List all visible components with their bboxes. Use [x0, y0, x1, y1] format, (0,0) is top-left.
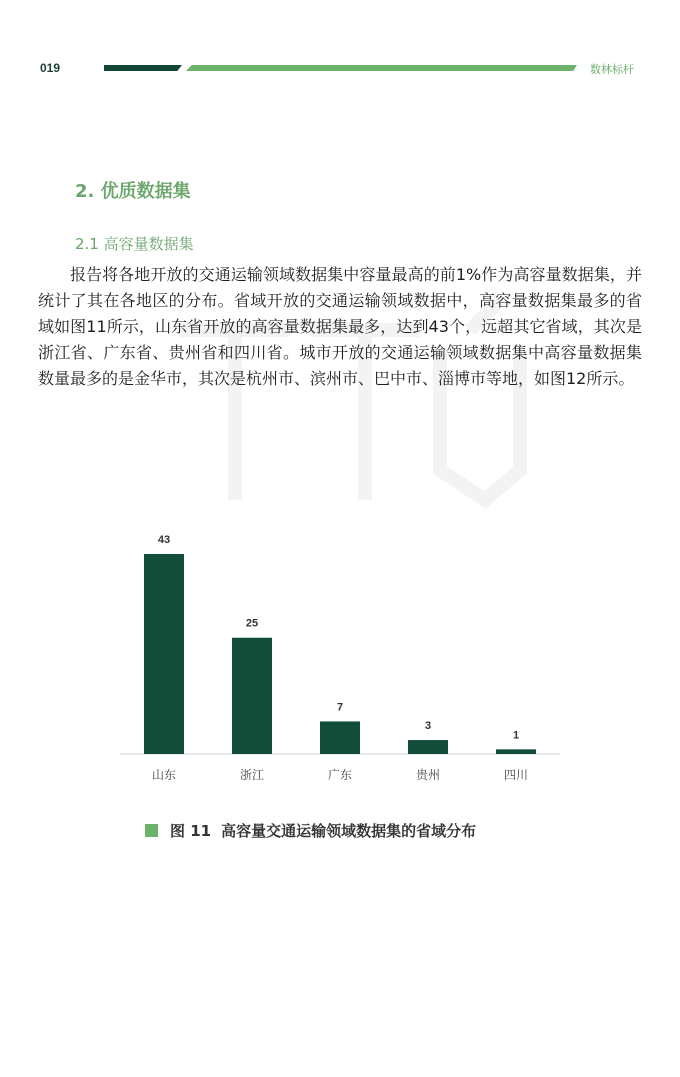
- caption-marker: [145, 824, 158, 837]
- x-tick-label: 广东: [327, 768, 353, 782]
- bar: [320, 721, 360, 754]
- bar-data-label: 7: [336, 701, 344, 714]
- section-title: 2. 优质数据集: [75, 181, 191, 202]
- x-tick-label: 浙江: [239, 768, 265, 782]
- header-bar-dark: [104, 65, 182, 71]
- figure-caption: [145, 820, 476, 841]
- header-bar-green: [186, 65, 577, 71]
- caption-figure-label: 图 11: [170, 822, 212, 840]
- bar: [232, 638, 272, 754]
- bar-data-label: 1: [512, 729, 520, 742]
- page-number: 019: [40, 61, 61, 75]
- bar-chart-svg: [0, 520, 680, 790]
- header-brand: 数林标杆: [590, 63, 634, 76]
- bar: [408, 740, 448, 754]
- bar-data-label: 25: [245, 617, 259, 630]
- bar-data-label: 3: [424, 720, 432, 733]
- bar-data-label: 43: [157, 534, 171, 546]
- x-tick-label: 山东: [151, 768, 177, 782]
- x-tick-label: 四川: [503, 768, 529, 782]
- bar: [496, 749, 536, 754]
- bar: [144, 554, 184, 754]
- body-paragraph: 报告将各地开放的交通运输领域数据集中容量最高的前1%作为高容量数据集，并统计了其在各地区的分布。省域开放的交通运输领域数据中，高容量数据集最多的省域如图11所示，山东省开放的高容量数据集最多，达到43个，远超其它省域，其次是浙江省、广东省、贵州省和四川省。城市开放的交通运输领域数据集中高容量数据集数量最多的是金华市，其次是杭州市、滨州市、巴中市、淄博市等地，如图12所示。: [38, 265, 642, 388]
- subsection-title: 2.1 高容量数据集: [75, 235, 194, 253]
- bar-chart: [0, 520, 680, 790]
- x-tick-label: 贵州: [415, 768, 441, 782]
- caption-text: 高容量交通运输领域数据集的省域分布: [221, 822, 477, 840]
